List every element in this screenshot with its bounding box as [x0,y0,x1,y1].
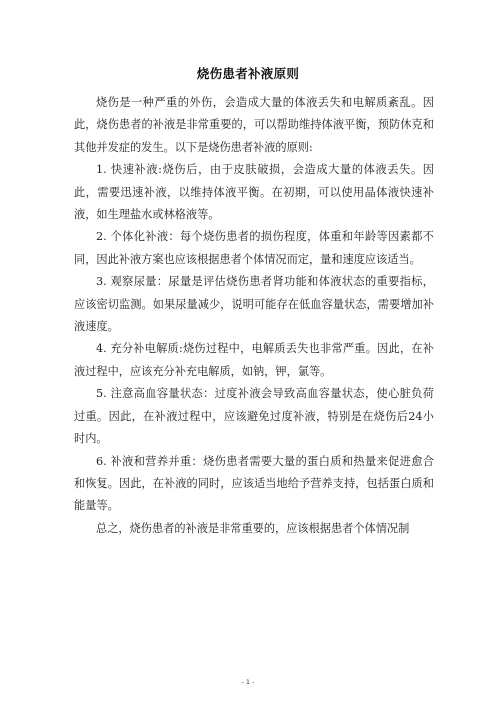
paragraph-nutrition: 6. 补液和营养并重：烧伤患者需要大量的蛋白质和热量来促进愈合和恢复。因此，在补液的同时，应该适当地给予营养支持，包括蛋白质和能量等。 [74,454,434,513]
document-body [74,92,434,540]
paragraph-urine-output: 3. 观察尿量：尿量是评估烧伤患者肾功能和体液状态的重要指标，应该密切监测。如果尿量减少，说明可能存在低血容量状态，需要增加补液速度。 [74,275,434,334]
document-title: 烧伤患者补液原则 [196,66,300,81]
paragraph-rapid-fluid: 1. 快速补液:烧伤后，由于皮肤破损，会造成大量的体液丢失。因此，需要迅速补液，以维持体液平衡。在初期，可以使用晶体液快速补液，如生理盐水或林格液等。 [74,163,434,222]
paragraph-intro: 烧伤是一种严重的外伤，会造成大量的体液丢失和电解质紊乱。因此，烧伤患者的补液是非常重要的，可以帮助维持体液平衡，预防休克和其他并发症的发生。以下是烧伤患者补液的原则: [74,96,434,154]
paragraph-individualized: 2. 个体化补液：每个烧伤患者的损伤程度，体重和年龄等因素都不同，因此补液方案也应该根据患者个体情况而定，量和速度应该适当。 [74,230,434,266]
paragraph-summary: 总之，烧伤患者的补液是非常重要的，应该根据患者个体情况制 [96,521,410,535]
paragraph-electrolytes: 4. 充分补电解质:烧伤过程中，电解质丢失也非常严重。因此，在补液过程中，应该充分补充电解质，如钠，钾，氯等。 [74,342,434,378]
page-number: - 1 - [241,678,255,686]
paragraph-hypervolemia: 5. 注意高血容量状态：过度补液会导致高血容量状态，使心脏负荷过重。因此，在补液过程中，应该避免过度补液，特别是在烧伤后24小时内。 [74,387,434,446]
